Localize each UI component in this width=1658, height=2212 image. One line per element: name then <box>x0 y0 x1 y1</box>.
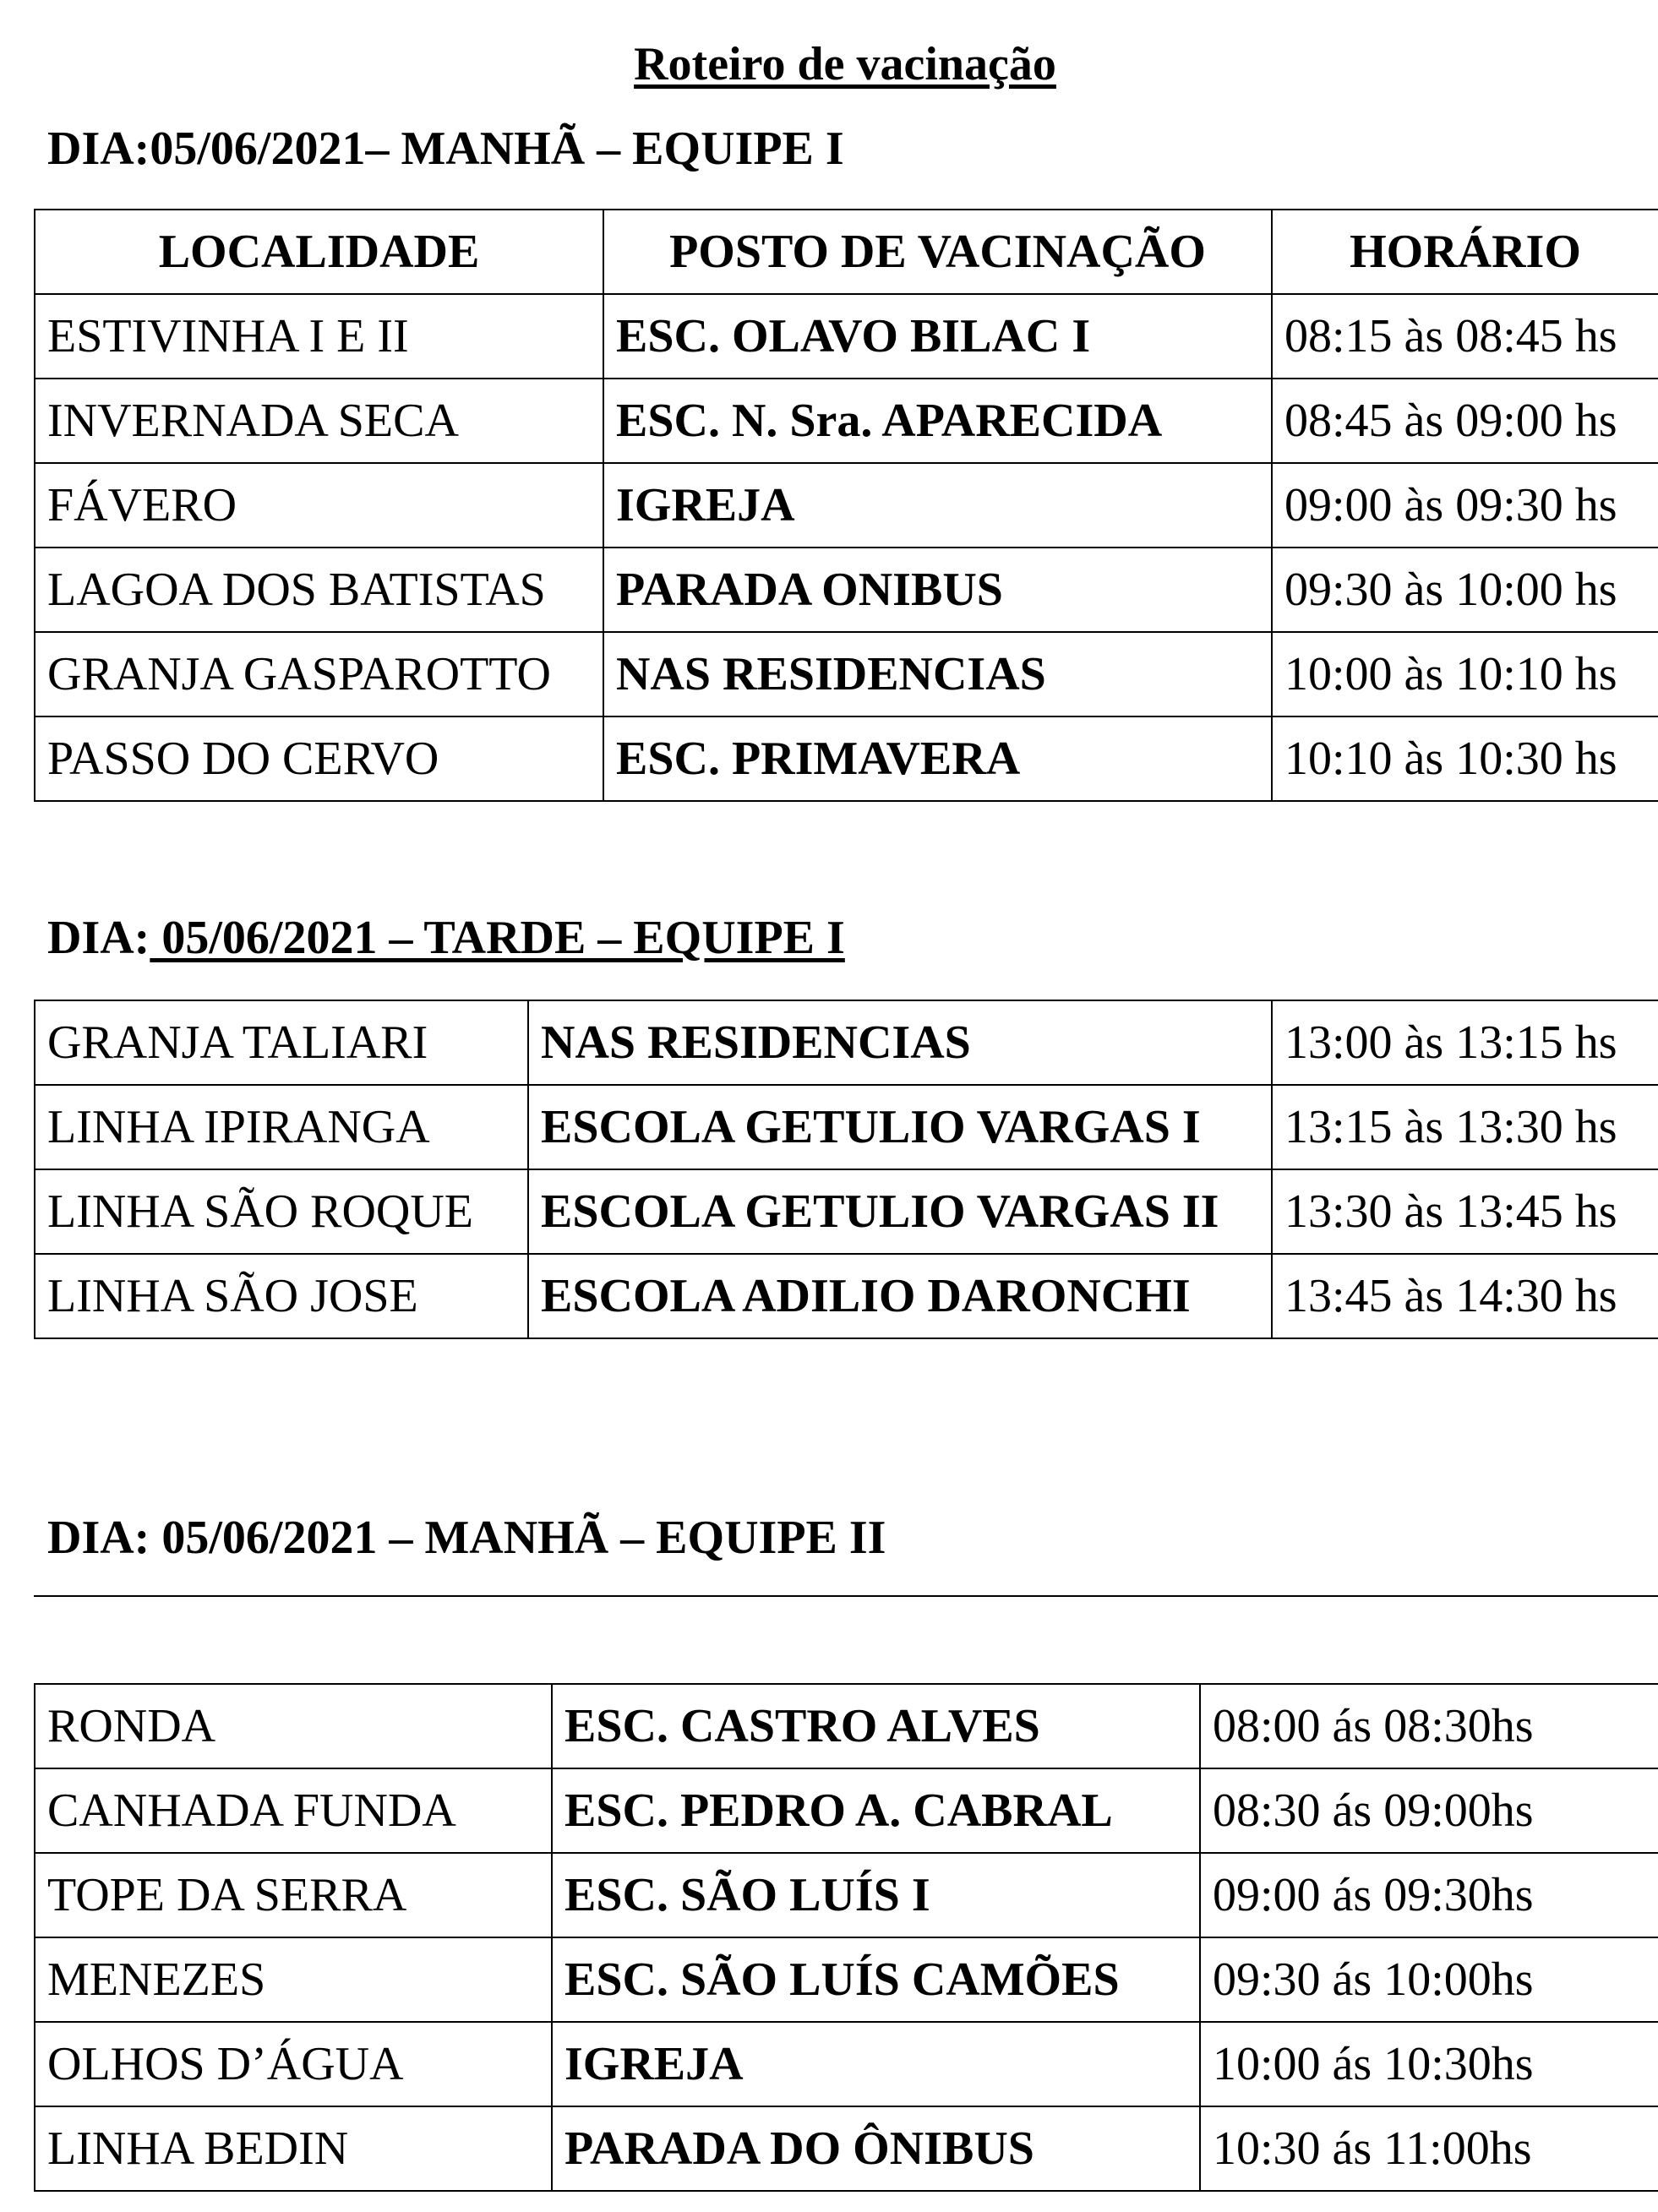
table-row <box>35 1853 1658 1937</box>
cell-localidade: FÁVERO <box>35 463 603 548</box>
cell-posto: IGREJA <box>552 2022 1200 2106</box>
cell-horario: 08:15 às 08:45 hs <box>1272 294 1658 379</box>
section-heading-tarde-equipe-1 <box>47 911 845 965</box>
cell-posto: ESC. CASTRO ALVES <box>552 1684 1200 1768</box>
cell-horario: 08:45 às 09:00 hs <box>1272 379 1658 463</box>
table-row <box>35 1937 1658 2022</box>
cell-posto: ESC. SÃO LUÍS CAMÕES <box>552 1937 1200 2022</box>
cell-posto: ESCOLA GETULIO VARGAS I <box>528 1085 1272 1169</box>
heading-rest: 05/06/2021– MANHÃ – EQUIPE I <box>150 123 844 175</box>
table-row <box>35 632 1658 716</box>
cell-horario: 13:30 às 13:45 hs <box>1272 1169 1658 1254</box>
cell-horario: 10:00 às 10:10 hs <box>1272 632 1658 716</box>
cell-localidade: GRANJA TALIARI <box>35 1000 528 1085</box>
cell-posto: IGREJA <box>603 463 1272 548</box>
cell-posto: NAS RESIDENCIAS <box>528 1000 1272 1085</box>
cell-localidade: LINHA IPIRANGA <box>35 1085 528 1169</box>
heading-rest: 05/06/2021 – TARDE – EQUIPE I <box>150 912 845 964</box>
cell-localidade: LAGOA DOS BATISTAS <box>35 548 603 632</box>
cell-horario: 13:15 às 13:30 hs <box>1272 1085 1658 1169</box>
cell-posto: ESCOLA ADILIO DARONCHI <box>528 1254 1272 1338</box>
cell-posto: ESC. SÃO LUÍS I <box>552 1853 1200 1937</box>
column-header-localidade: LOCALIDADE <box>35 210 603 294</box>
cell-horario: 08:30 ás 09:00hs <box>1200 1768 1658 1853</box>
column-header-posto: POSTO DE VACINAÇÃO <box>603 210 1272 294</box>
cell-posto: ESC. PEDRO A. CABRAL <box>552 1768 1200 1853</box>
cell-localidade: ESTIVINHA I E II <box>35 294 603 379</box>
cell-localidade: MENEZES <box>35 1937 552 2022</box>
cell-localidade: CANHADA FUNDA <box>35 1768 552 1853</box>
cell-posto: PARADA ONIBUS <box>603 548 1272 632</box>
cell-horario: 09:30 ás 10:00hs <box>1200 1937 1658 2022</box>
section-heading-manha-equipe-1 <box>47 122 844 176</box>
cell-localidade: INVERNADA SECA <box>35 379 603 463</box>
cell-posto: PARADA DO ÔNIBUS <box>552 2106 1200 2191</box>
table-row <box>35 548 1658 632</box>
cell-horario: 09:00 às 09:30 hs <box>1272 463 1658 548</box>
cell-localidade: OLHOS D’ÁGUA <box>35 2022 552 2106</box>
horizontal-rule <box>34 1595 1658 1597</box>
cell-localidade: LINHA SÃO JOSE <box>35 1254 528 1338</box>
cell-horario: 09:30 às 10:00 hs <box>1272 548 1658 632</box>
cell-horario: 13:45 às 14:30 hs <box>1272 1254 1658 1338</box>
table-row <box>35 1085 1658 1169</box>
table-header-row <box>35 210 1658 294</box>
table-row <box>35 1768 1658 1853</box>
cell-horario: 10:30 ás 11:00hs <box>1200 2106 1658 2191</box>
table-row <box>35 379 1658 463</box>
cell-localidade: RONDA <box>35 1684 552 1768</box>
table-row <box>35 1684 1658 1768</box>
table-row <box>35 1169 1658 1254</box>
table-row <box>35 1254 1658 1338</box>
page-title: Roteiro de vacinação <box>634 38 1056 90</box>
cell-horario: 13:00 às 13:15 hs <box>1272 1000 1658 1085</box>
cell-posto: ESC. OLAVO BILAC I <box>603 294 1272 379</box>
cell-horario: 09:00 ás 09:30hs <box>1200 1853 1658 1937</box>
cell-localidade: LINHA SÃO ROQUE <box>35 1169 528 1254</box>
cell-localidade: GRANJA GASPAROTTO <box>35 632 603 716</box>
schedule-table-manha-equipe-2 <box>34 1683 1658 2192</box>
cell-localidade: PASSO DO CERVO <box>35 716 603 801</box>
cell-posto: ESCOLA GETULIO VARGAS II <box>528 1169 1272 1254</box>
schedule-table-tarde-equipe-1 <box>34 1000 1658 1339</box>
table-row <box>35 716 1658 801</box>
table-row <box>35 2022 1658 2106</box>
cell-horario: 10:10 às 10:30 hs <box>1272 716 1658 801</box>
cell-horario: 08:00 ás 08:30hs <box>1200 1684 1658 1768</box>
table-row <box>35 1000 1658 1085</box>
table-row <box>35 2106 1658 2191</box>
cell-posto: ESC. PRIMAVERA <box>603 716 1272 801</box>
column-header-horario: HORÁRIO <box>1272 210 1658 294</box>
cell-horario: 10:00 ás 10:30hs <box>1200 2022 1658 2106</box>
table-row <box>35 463 1658 548</box>
cell-localidade: TOPE DA SERRA <box>35 1853 552 1937</box>
heading-prefix: DIA: <box>47 912 150 964</box>
schedule-table-manha-equipe-1 <box>34 209 1658 802</box>
heading-prefix: DIA: <box>47 123 150 175</box>
cell-posto: NAS RESIDENCIAS <box>603 632 1272 716</box>
table-row <box>35 294 1658 379</box>
section-heading-manha-equipe-2: DIA: 05/06/2021 – MANHÃ – EQUIPE II <box>47 1512 886 1564</box>
cell-posto: ESC. N. Sra. APARECIDA <box>603 379 1272 463</box>
cell-localidade: LINHA BEDIN <box>35 2106 552 2191</box>
